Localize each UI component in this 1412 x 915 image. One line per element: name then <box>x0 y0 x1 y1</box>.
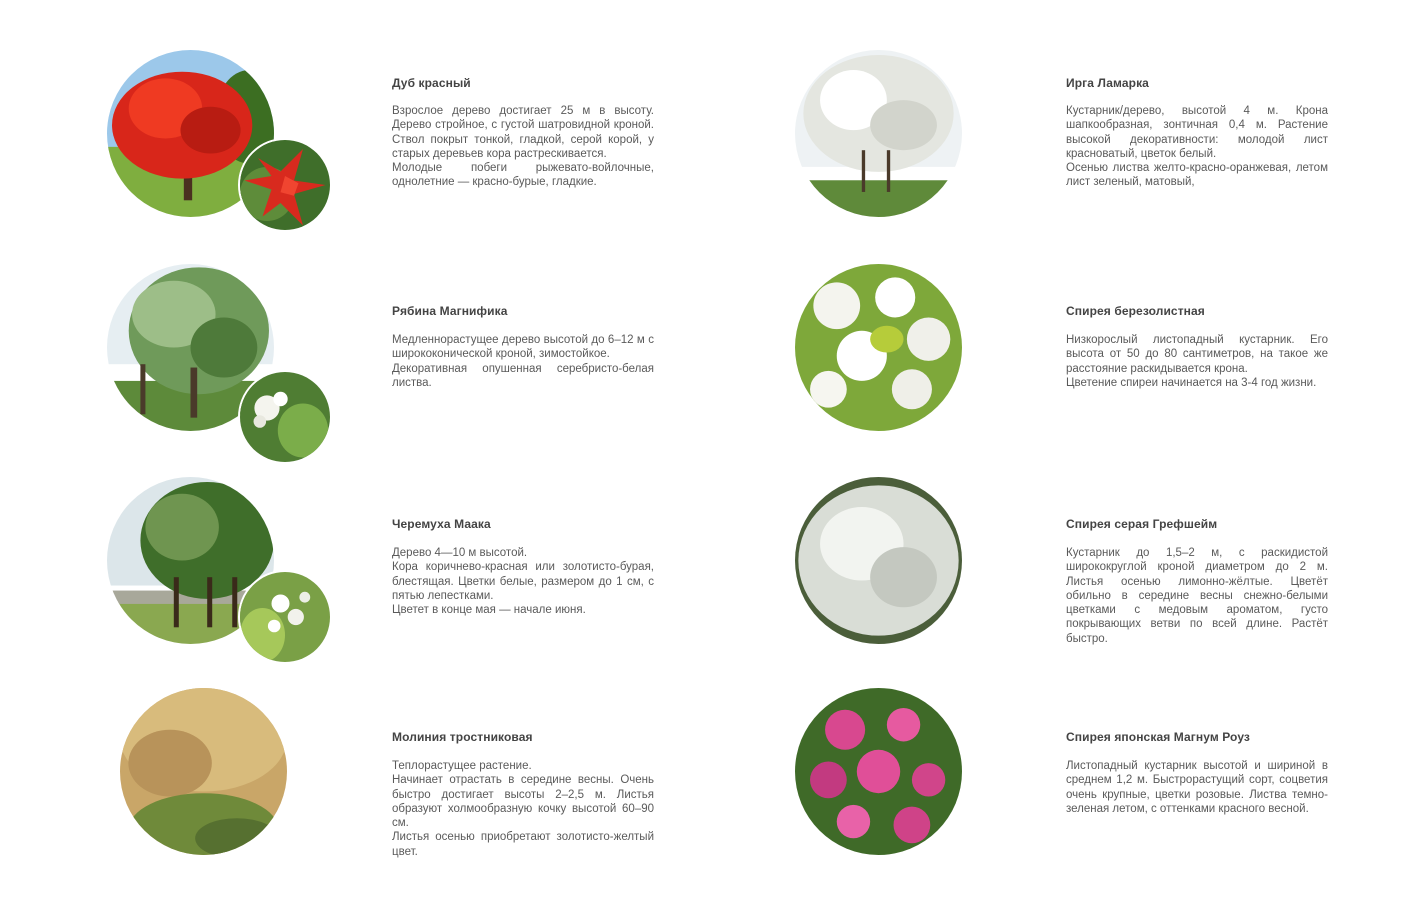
spiraea-birchleaf-photo <box>795 264 962 431</box>
molinia-grass-photo <box>120 688 287 855</box>
plant-title-bird-cherry: Черемуха Маака <box>392 517 491 531</box>
plant-description-spiraea-grefsheim: Кустарник до 1,5–2 м, с раскидистой ширококруглой кроной диаметром до 2 м. Листья осенью лимонно-жёлтые. Цветёт обильно в середине весны снежно-белыми цветками с медовым ароматом, густо покрывающих ветви по всей длине. Растёт быстро. <box>1066 547 1328 645</box>
plant-description-spiraea-birchleaf: Низкорослый листопадный кустарник. Его высота от 50 до 80 сантиметров, на такое же расстояние раскидывается крона. Цветение спиреи начинается на 3-4 год жизни. <box>1066 334 1328 389</box>
plant-title-rowan: Рябина Магнифика <box>392 304 508 318</box>
amelanchier-tree-photo <box>795 50 962 217</box>
bird-cherry-flower-photo <box>238 570 332 664</box>
plant-title-spiraea-grefsheim: Спирея серая Грефшейм <box>1066 517 1218 531</box>
plant-description-rowan: Медленнорастущее дерево высотой до 6–12 м с ширококонической кроной, зимостойкое. Декоративная опушенная серебристо-белая листва. <box>392 334 654 389</box>
plant-title-spiraea-japonica: Спирея японская Магнум Роуз <box>1066 730 1250 744</box>
plant-title-molinia: Молиния тростниковая <box>392 730 533 744</box>
spiraea-japonica-photo <box>795 688 962 855</box>
plant-description-red-oak: Взрослое дерево достигает 25 м в высоту. Дерево стройное, с густой шатровидной кроной. Ствол покрыт тонкой, гладкой, серой корой, у старых деревьев кора растрескивается. Молодые побеги рыжевато-войлочные, однолетние — красно-бурые, гладкие. <box>392 105 654 189</box>
red-oak-leaf-photo <box>238 138 332 232</box>
plant-title-spiraea-birchleaf: Спирея березолистная <box>1066 304 1205 318</box>
plant-description-amelanchier: Кустарник/дерево, высотой 4 м. Крона шапкообразная, зонтичная 0,4 м. Растение высокой декоративности: молодой лист красноватый, цветок белый. Осенью листва желто-красно-оранжевая, летом лист зеленый, матовый, <box>1066 105 1328 189</box>
plant-description-bird-cherry: Дерево 4—10 м высотой. Кора коричнево-красная или золотисто-бурая, блестящая. Цветки белые, размером до 1 см, с пятью лепестками. Цветет в конце мая — начале июня. <box>392 547 654 617</box>
plant-description-spiraea-japonica: Листопадный кустарник высотой и шириной в среднем 1,2 м. Быстрорастущий сорт, соцветия очень крупные, цветки розовые. Листва темно-зеленая летом, с оттенками красного весной. <box>1066 760 1328 815</box>
rowan-flower-photo <box>238 370 332 464</box>
plant-title-amelanchier: Ирга Ламарка <box>1066 76 1149 90</box>
spiraea-grefsheim-photo <box>795 477 962 644</box>
plant-title-red-oak: Дуб красный <box>392 76 471 90</box>
plant-description-molinia: Теплорастущее растение. Начинает отрастать в середине весны. Очень быстро достигает высоты 2–2,5 м. Листья образуют холмообразную кочку высотой 60–90 см. Листья осенью приобретают золотисто-желтый цвет. <box>392 760 654 858</box>
